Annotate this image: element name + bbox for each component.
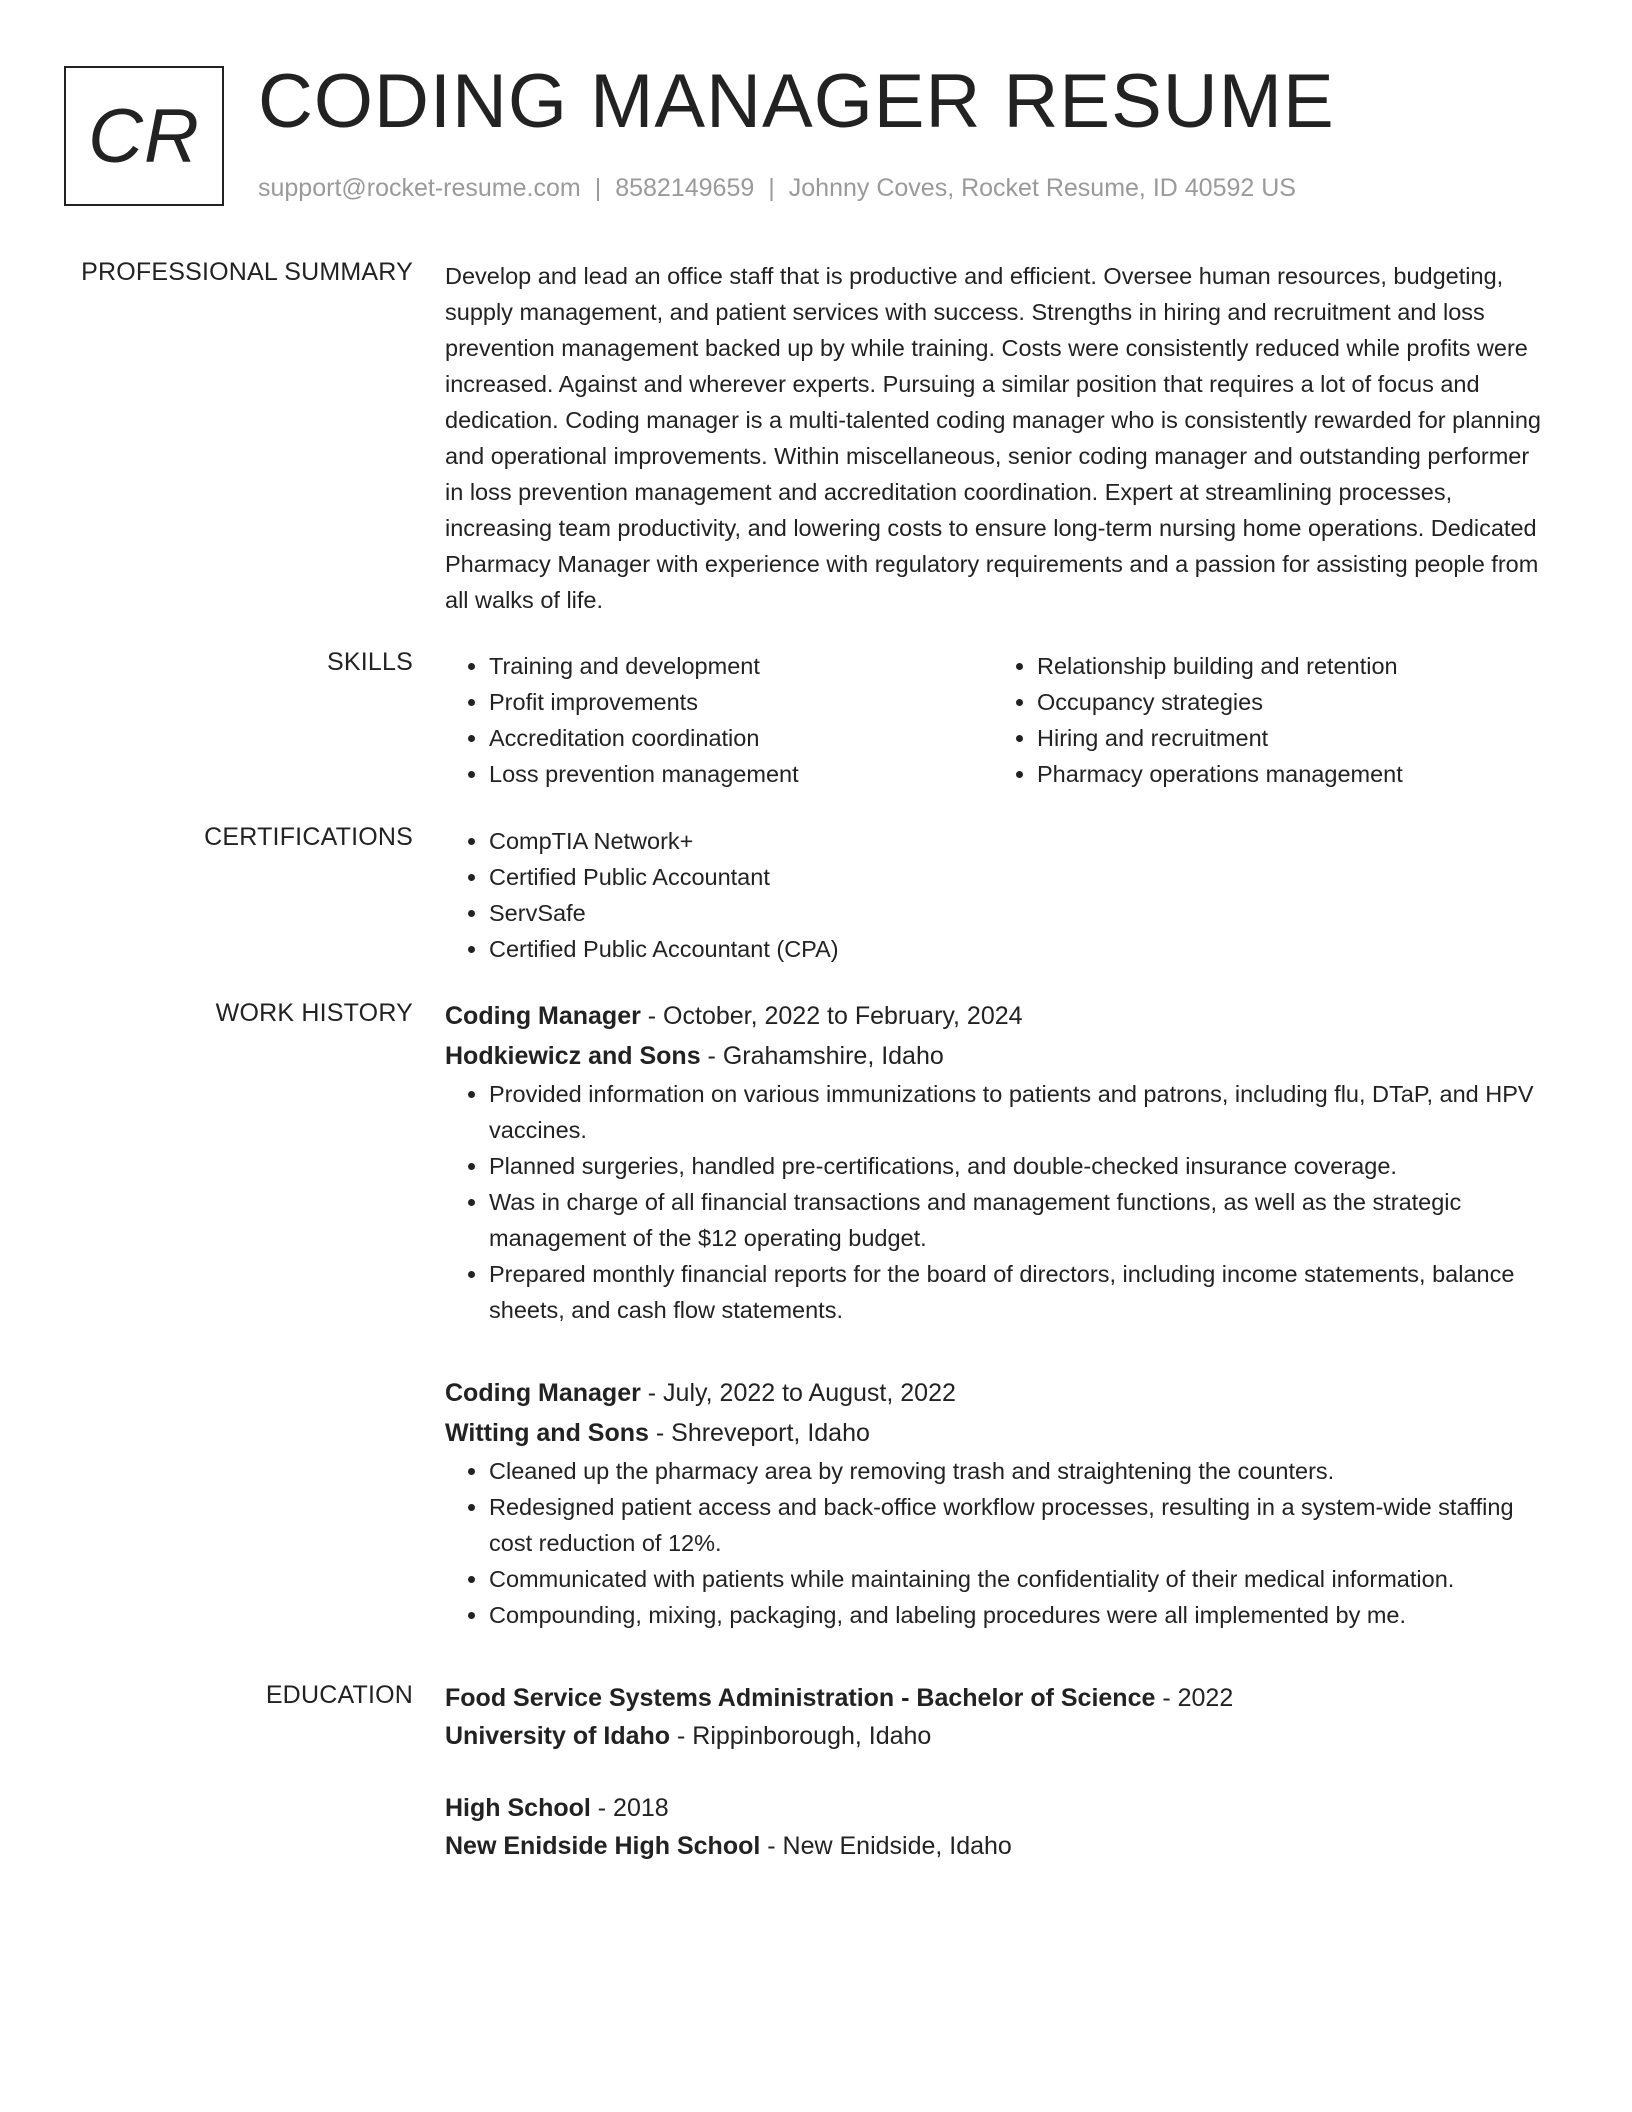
job-company: Witting and Sons xyxy=(445,1419,649,1447)
education-school-line xyxy=(445,1717,1545,1755)
summary-section xyxy=(445,258,1545,618)
section-label-education: EDUCATION xyxy=(265,1681,413,1709)
skills-section xyxy=(445,648,1545,792)
education-location: - Rippinborough, Idaho xyxy=(670,1722,932,1750)
contact-phone: 8582149659 xyxy=(615,174,755,202)
certification-item: • ServSafe xyxy=(489,895,1545,931)
section-label-work-history: WORK HISTORY xyxy=(215,999,413,1027)
section-label-skills: SKILLS xyxy=(327,648,413,676)
education-entry-2 xyxy=(445,1789,1545,1865)
skill-item: • Occupancy strategies xyxy=(1037,684,1541,720)
contact-address: Johnny Coves, Rocket Resume, ID 40592 US xyxy=(788,174,1296,202)
education-year: - 2022 xyxy=(1155,1684,1234,1712)
section-label-summary: PROFESSIONAL SUMMARY xyxy=(81,258,413,286)
contact-separator: | xyxy=(768,174,775,202)
job-bullet: • Redesigned patient access and back-office workflow processes, resulting in a system-wide staffing cost reduction of 12%. xyxy=(489,1489,1545,1561)
job-bullet: • Compounding, mixing, packaging, and labeling procedures were all implemented by me. xyxy=(489,1597,1545,1633)
education-location: - New Enidside, Idaho xyxy=(760,1832,1012,1860)
job-bullet: • Communicated with patients while maintaining the confidentiality of their medical information. xyxy=(489,1561,1545,1597)
summary-text: Develop and lead an office staff that is productive and efficient. Oversee human resources, budgeting, supply management, and patient services with success. Strengths in hiring and recruitment and loss prevention management backed up by while training. Costs were consistently reduced while profits were increased. Against and wherever experts. Pursuing a similar position that requires a lot of focus and dedication. Coding manager is a multi-talented coding manager who is consistently rewarded for planning and operational improvements. Within miscellaneous, senior coding manager and outstanding performer in loss prevention management and accreditation coordination. Expert at streamlining processes, increasing team productivity, and lowering costs to ensure long-term nursing home operations. Dedicated Pharmacy Manager with experience with regulatory requirements and a passion for assisting people from all walks of life. xyxy=(445,263,1541,613)
contact-email: support@rocket-resume.com xyxy=(258,174,581,202)
monogram-logo: CR xyxy=(64,66,224,206)
job-bullet: • Cleaned up the pharmacy area by removing trash and straightening the counters. xyxy=(489,1453,1545,1489)
job-company: Hodkiewicz and Sons xyxy=(445,1042,701,1070)
skill-item: • Loss prevention management xyxy=(489,756,993,792)
job-dates: - July, 2022 to August, 2022 xyxy=(640,1379,956,1407)
education-degree: Food Service Systems Administration - Bachelor of Science xyxy=(445,1684,1156,1712)
certification-item: • CompTIA Network+ xyxy=(489,823,1545,859)
job-bullet: • Planned surgeries, handled pre-certifications, and double-checked insurance coverage. xyxy=(489,1148,1545,1184)
skills-column-2 xyxy=(993,648,1541,792)
work-history-job-2 xyxy=(445,1373,1545,1633)
job-title-line xyxy=(445,996,1545,1036)
education-school: New Enidside High School xyxy=(445,1832,761,1860)
skill-item: • Accreditation coordination xyxy=(489,720,993,756)
job-title: Coding Manager xyxy=(445,1379,641,1407)
job-bullet: • Prepared monthly financial reports for the board of directors, including income statements, balance sheets, and cash flow statements. xyxy=(489,1256,1545,1328)
skill-item: • Profit improvements xyxy=(489,684,993,720)
education-degree-line xyxy=(445,1789,1545,1827)
certification-item: • Certified Public Accountant xyxy=(489,859,1545,895)
section-label-certifications: CERTIFICATIONS xyxy=(204,823,413,851)
page-title: CODING MANAGER RESUME xyxy=(258,59,1335,144)
job-dates: - October, 2022 to February, 2024 xyxy=(640,1002,1023,1030)
job-location: - Shreveport, Idaho xyxy=(648,1419,870,1447)
contact-separator: | xyxy=(594,174,602,202)
work-history-job-1 xyxy=(445,996,1545,1328)
skill-item: • Training and development xyxy=(489,648,993,684)
job-title: Coding Manager xyxy=(445,1002,641,1030)
job-company-line xyxy=(445,1036,1545,1076)
skill-item: • Relationship building and retention xyxy=(1037,648,1541,684)
skill-item: • Hiring and recruitment xyxy=(1037,720,1541,756)
education-school: University of Idaho xyxy=(445,1722,671,1750)
education-entry-1 xyxy=(445,1679,1545,1755)
job-title-line xyxy=(445,1373,1545,1413)
job-location: - Grahamshire, Idaho xyxy=(700,1042,944,1070)
job-company-line xyxy=(445,1413,1545,1453)
education-degree-line xyxy=(445,1679,1545,1717)
skills-column-1 xyxy=(445,648,993,792)
certification-item: • Certified Public Accountant (CPA) xyxy=(489,931,1545,967)
skill-item: • Pharmacy operations management xyxy=(1037,756,1541,792)
education-school-line xyxy=(445,1827,1545,1865)
job-bullet: • Provided information on various immunizations to patients and patrons, including flu, DTaP, and HPV vaccines. xyxy=(489,1076,1545,1148)
skills-grid xyxy=(445,648,1545,792)
certifications-section xyxy=(445,823,1545,967)
contact-line xyxy=(258,174,1296,203)
education-year: - 2018 xyxy=(590,1794,669,1822)
education-degree: High School xyxy=(445,1794,591,1822)
job-bullet: • Was in charge of all financial transactions and management functions, as well as the strategic management of the $12 operating budget. xyxy=(489,1184,1545,1256)
